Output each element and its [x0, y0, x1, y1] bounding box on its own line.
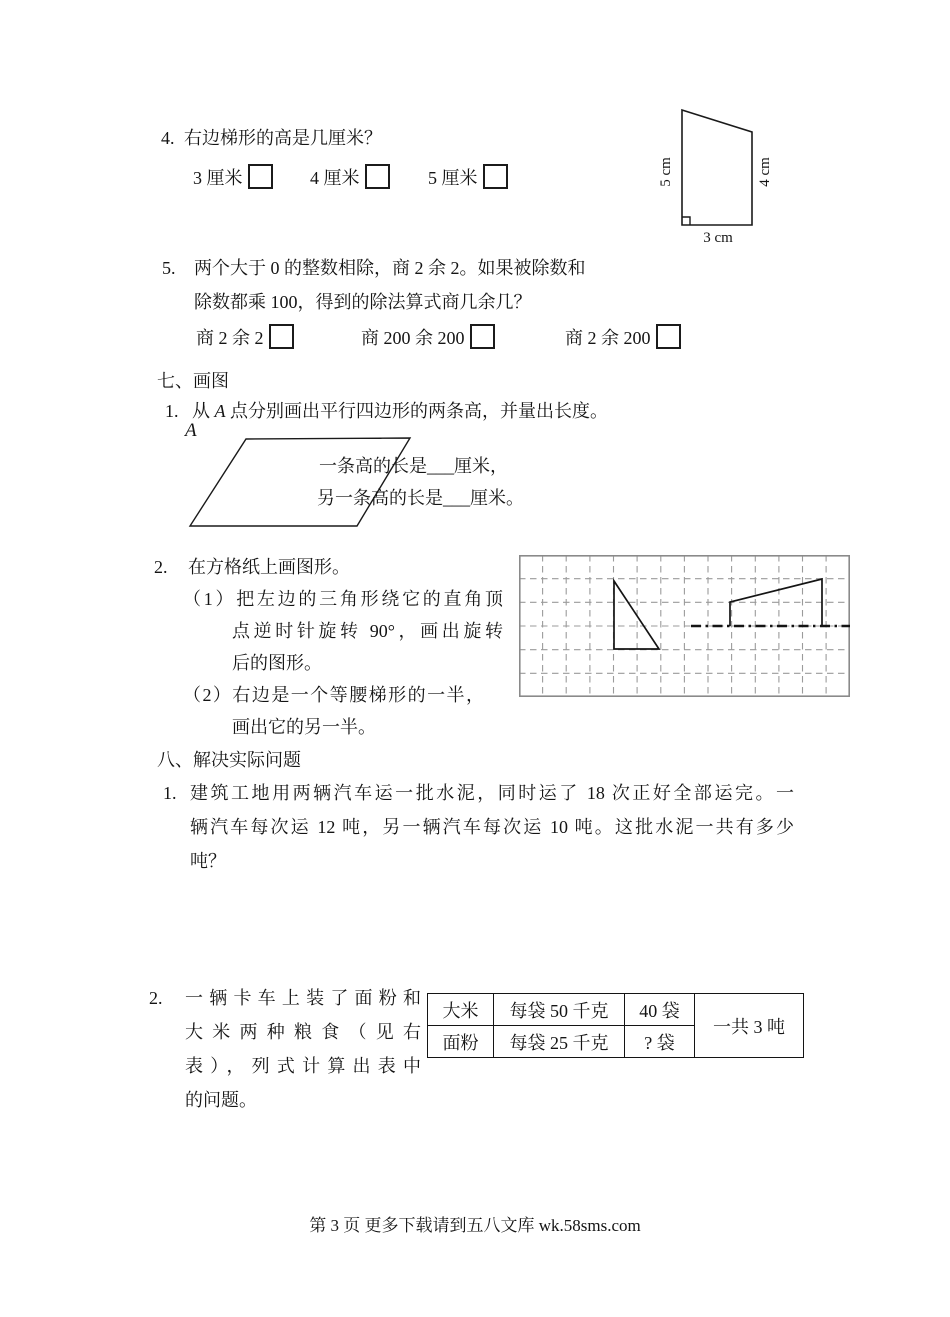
- trapezoid-right-label: 4 cm: [757, 157, 773, 187]
- q4-option-1: [193, 164, 273, 190]
- s8-item1-number: 1.: [163, 783, 177, 803]
- table-cell-rice: 大米: [428, 994, 494, 1026]
- point-a-label: A: [185, 420, 197, 441]
- s8-item1-line1: 建筑工地用两辆汽车运一批水泥，同时运了 18 次正好全部运完。一: [190, 783, 794, 803]
- s7-item1-text: [192, 399, 608, 423]
- q5-number: 5.: [162, 258, 176, 278]
- q5-option-2: [361, 324, 495, 350]
- section8-title: 八、解决实际问题: [157, 750, 301, 770]
- grid-paper-figure: [519, 555, 850, 697]
- q5-line1: 两个大于 0 的整数相除，商 2 余 2。如果被除数和: [194, 258, 586, 278]
- page-footer: 第 3 页 更多下载请到五八文库 wk.58sms.com: [309, 1216, 641, 1235]
- s7-item1-text-post: 点分别画出平行四边形的两条高，并量出长度。: [225, 401, 608, 421]
- s7-item1-text-pre: 从: [192, 401, 215, 421]
- q4-option-3-checkbox[interactable]: [483, 164, 508, 189]
- q5-option-2-checkbox[interactable]: [470, 324, 495, 349]
- s7-item2-sub1-line1: （1）把左边的三角形绕它的直角顶: [183, 589, 503, 609]
- q5-line2: 除数都乘 100，得到的除法算式商几余几？: [194, 292, 532, 312]
- q5-option-3: [565, 324, 681, 350]
- s7-item1-text-var: A: [214, 401, 226, 421]
- s7-item2-sub2-line2: 画出它的另一半。: [232, 717, 376, 737]
- s7-item1-number: 1.: [165, 401, 179, 421]
- s8-item2-line4: 的问题。: [185, 1090, 257, 1110]
- table-cell-flour-weight: 每袋 25 千克: [494, 1026, 625, 1058]
- trapezoid-shape: [682, 110, 752, 225]
- section7-title: 七、画图: [157, 371, 229, 391]
- table-cell-flour: 面粉: [428, 1026, 494, 1058]
- q5-option-2-label: 商 200 余 200: [361, 328, 465, 348]
- table-row: [428, 994, 804, 1026]
- table-cell-rice-bags: 40 袋: [625, 994, 695, 1026]
- height-blank-2: 另一条高的长是___厘米。: [317, 488, 524, 508]
- s8-item2-line3: 表），列式计算出表中: [185, 1056, 421, 1076]
- s8-item1-line2: 辆汽车每次运 12 吨，另一辆汽车每次运 10 吨。这批水泥一共有多少: [190, 817, 794, 837]
- s7-item2-number: 2.: [154, 557, 168, 577]
- s7-item2-sub2-line1: （2）右边是一个等腰梯形的一半，: [183, 685, 484, 705]
- height-blank-1: 一条高的长是___厘米，: [319, 456, 508, 476]
- q4-option-2-label: 4 厘米: [310, 168, 360, 188]
- q4-option-2-checkbox[interactable]: [365, 164, 390, 189]
- q4-option-3-label: 5 厘米: [428, 168, 478, 188]
- right-angle-marker: [682, 217, 690, 225]
- s7-item2-sub1-line3: 后的图形。: [232, 653, 322, 673]
- s7-item2-sub1-line2: 点逆时针旋转 90°，画出旋转: [232, 621, 503, 641]
- q4-text: 右边梯形的高是几厘米？: [184, 128, 382, 148]
- s8-item2-line2: 大米两种粮食（见右: [185, 1022, 421, 1042]
- q5-option-1: [196, 324, 294, 350]
- parallelogram-shape: [190, 438, 410, 526]
- trapezoid-bottom-label: 3 cm: [703, 230, 733, 246]
- q4-option-3: [428, 164, 508, 190]
- q4-option-1-label: 3 厘米: [193, 168, 243, 188]
- table-cell-total: 一共 3 吨: [695, 994, 804, 1058]
- q4-option-2: [310, 164, 390, 190]
- triangle-shape: [614, 581, 659, 649]
- trapezoid-figure: [645, 98, 805, 250]
- parallelogram-figure: [185, 432, 420, 532]
- q5-option-1-checkbox[interactable]: [269, 324, 294, 349]
- rice-flour-table: [427, 993, 804, 1058]
- table-cell-flour-bags: ? 袋: [625, 1026, 695, 1058]
- s8-item2-line1: 一辆卡车上装了面粉和: [185, 988, 421, 1008]
- q5-option-3-checkbox[interactable]: [656, 324, 681, 349]
- trapezoid-left-label: 5 cm: [658, 157, 674, 187]
- table-cell-rice-weight: 每袋 50 千克: [494, 994, 625, 1026]
- q4-number: 4.: [161, 128, 175, 148]
- s8-item2-number: 2.: [149, 988, 163, 1008]
- s8-item1-line3: 吨？: [190, 851, 226, 871]
- q5-option-1-label: 商 2 余 2: [196, 328, 264, 348]
- q5-option-3-label: 商 2 余 200: [565, 328, 651, 348]
- q4-option-1-checkbox[interactable]: [248, 164, 273, 189]
- s7-item2-text: 在方格纸上画图形。: [188, 557, 350, 577]
